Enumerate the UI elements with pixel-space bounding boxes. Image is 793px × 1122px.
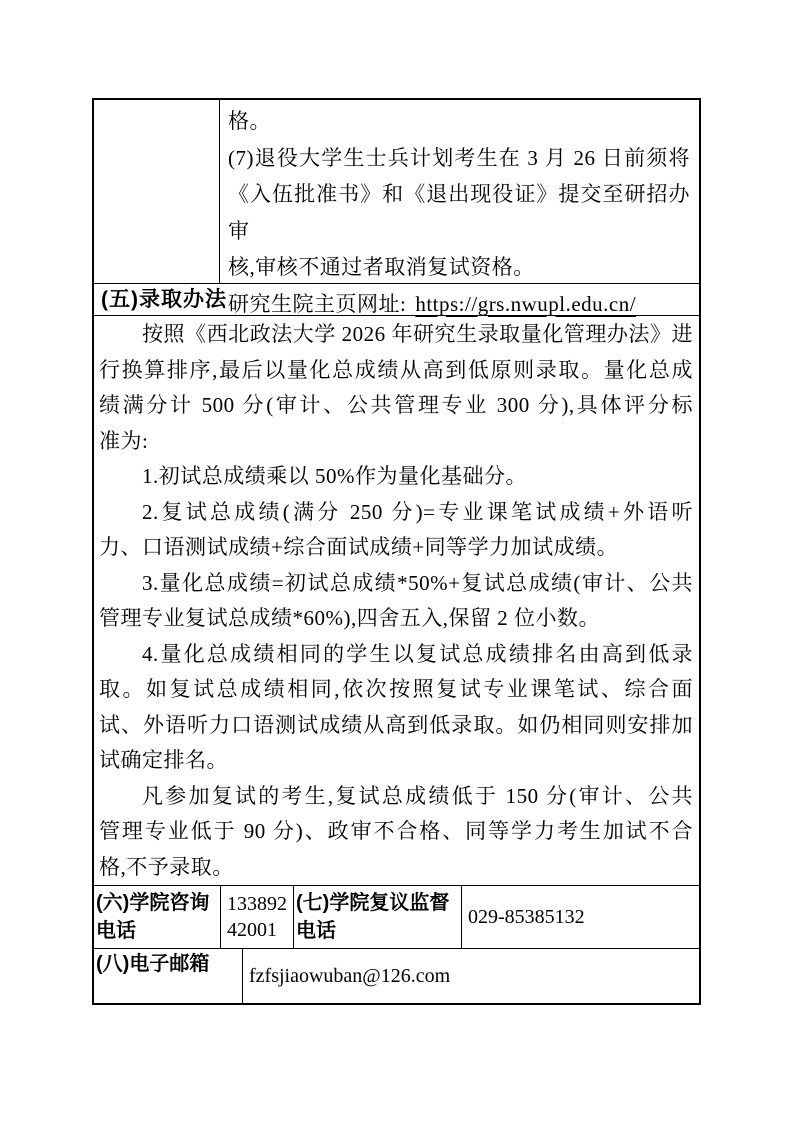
continuation-text-cell: [220, 100, 699, 316]
section5-header-row: [94, 283, 699, 315]
consult-phone-value: [220, 886, 293, 948]
email-row: [94, 948, 699, 1003]
body-line: 按照《西北政法大学 2026 年研究生录取量化管理办法》进: [142, 322, 693, 346]
body-line: 试、外语听力口语测试成绩从高到低录取。如仍相同则安排加: [99, 712, 693, 737]
review-phone-number: 029-85385132: [468, 906, 585, 928]
text-line: 《入伍批准书》和《退出现役证》提交至研招办审: [228, 182, 690, 243]
email-value: [242, 949, 699, 1003]
content-table: [92, 98, 701, 1005]
body-line: 绩满分计 500 分(审计、公共管理专业 300 分),具体评分标: [99, 393, 693, 417]
body-line: 准为:: [99, 428, 149, 453]
review-phone-label: (七)学院复议监督电话: [293, 886, 461, 948]
admission-body-row: [94, 315, 699, 885]
body-line: 管理专业低于 90 分)、政审不合格、同等学力考生加试不合: [99, 819, 693, 843]
section5-title: (五)录取办法: [101, 288, 227, 311]
body-line: 3.量化总成绩=初试总成绩*50%+复试总成绩(审计、公共: [142, 570, 693, 595]
email-address: fzfsjiaowuban@126.com: [249, 965, 451, 987]
continuation-empty-cell: [94, 100, 220, 283]
body-line: 取。如复试总成绩相同,依次按照复试专业课笔试、综合面: [99, 677, 693, 701]
email-label: (八)电子邮箱: [96, 953, 210, 975]
homepage-link[interactable]: https://grs.nwupl.edu.cn/: [415, 291, 637, 316]
body-line: 行换算排序,最后以量化总成绩从高到低原则录取。量化总成: [99, 357, 693, 382]
body-line: 凡参加复试的考生,复试总成绩低于 150 分(审计、公共: [142, 783, 693, 808]
body-line: 1.初试总成绩乘以 50%作为量化基础分。: [142, 464, 527, 488]
body-line: 管理专业复试总成绩*60%),四舍五入,保留 2 位小数。: [99, 606, 600, 630]
consult-phone-label: (六)学院咨询电话: [96, 892, 210, 942]
body-line: 力、口语测试成绩+综合面试成绩+同等学力加试成绩。: [99, 535, 619, 559]
contact-phones-row: [94, 885, 699, 948]
body-line: 4.量化总成绩相同的学生以复试总成绩排名由高到低录: [142, 641, 693, 666]
homepage-label: 研究生院主页网址:: [228, 291, 407, 316]
body-line: 2.复试总成绩(满分 250 分)=专业课笔试成绩+外语听: [142, 499, 693, 524]
text-line: 核,审核不通过者取消复试资格。: [228, 255, 535, 279]
text-line: 格。: [228, 109, 271, 133]
text-line: (7)退役大学生士兵计划考生在 3 月 26 日前须将: [228, 145, 690, 170]
review-phone-value: [461, 886, 699, 948]
body-line: 格,不予录取。: [99, 854, 234, 879]
consult-phone-number: 13389242001: [227, 893, 287, 941]
body-line: 试确定排名。: [99, 748, 228, 772]
